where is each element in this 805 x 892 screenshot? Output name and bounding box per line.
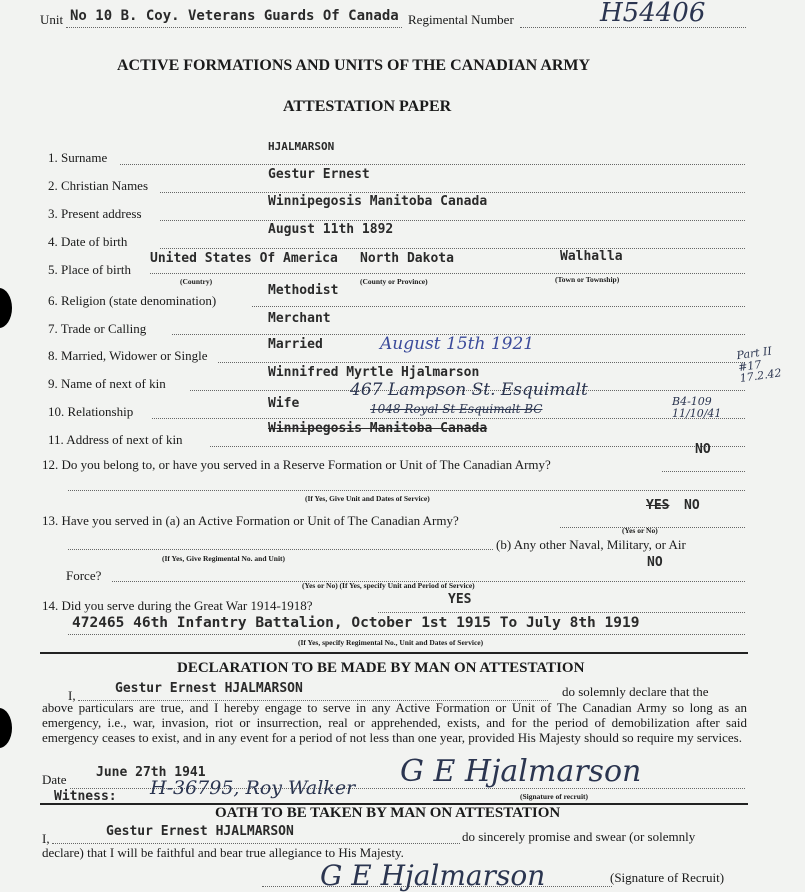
q13-answer-struck: YES: [646, 498, 670, 513]
christian-names-label: 2. Christian Names: [48, 178, 149, 193]
form-title: ACTIVE FORMATIONS AND UNITS OF THE CANADIAN ARMY: [117, 57, 591, 74]
declaration-name: Gestur Ernest HJALMARSON: [115, 681, 303, 696]
declaration-signature-caption: (Signature of recruit): [520, 792, 589, 801]
next-of-kin-value: Winnifred Myrtle Hjalmarson: [268, 365, 480, 380]
present-address-label: 3. Present address: [48, 206, 142, 221]
province-caption: (County or Province): [360, 277, 428, 286]
unit-value: No 10 B. Coy. Veterans Guards Of Canada: [70, 8, 399, 24]
q12-answer: NO: [695, 442, 711, 457]
place-of-birth-country: United States Of America: [150, 251, 338, 266]
q13b-label: (b) Any other Naval, Military, or Air: [496, 537, 686, 552]
place-of-birth-province: North Dakota: [360, 251, 454, 266]
q13-yes-no-caption: (Yes or No): [622, 526, 658, 535]
relationship-value: Wife: [268, 396, 300, 411]
oath-recruit-signature: G E Hjalmarson: [320, 859, 546, 892]
q12-caption: (If Yes, Give Unit and Dates of Service): [305, 494, 430, 503]
declaration-date-label: Date: [42, 772, 67, 787]
surname-value: HJALMARSON: [268, 140, 335, 153]
date-of-birth-value: August 11th 1892: [268, 222, 394, 237]
oath-heading: OATH TO BE TAKEN BY MAN ON ATTESTATION: [215, 805, 561, 821]
q14-caption: (If Yes, specify Regimental No., Unit and Dates of Service): [298, 638, 484, 647]
punch-hole: [0, 708, 12, 748]
form-subtitle: ATTESTATION PAPER: [283, 98, 452, 115]
place-of-birth-label: 5. Place of birth: [48, 262, 132, 277]
town-caption: (Town or Township): [555, 275, 620, 284]
date-of-birth-label: 4. Date of birth: [48, 234, 128, 249]
new-kin-address-handwritten: 467 Lampson St. Esquimalt: [350, 380, 588, 400]
q14-details: 472465 46th Infantry Battalion, October 1st 1915 To July 8th 1919: [72, 615, 640, 631]
present-address-value: Winnipegosis Manitoba Canada: [268, 194, 488, 209]
trade-label: 7. Trade or Calling: [48, 321, 147, 336]
next-of-kin-label: 9. Name of next of kin: [48, 376, 166, 391]
q14-label: 14. Did you serve during the Great War 1914-1918?: [42, 598, 313, 613]
regimental-number-value: H54406: [600, 0, 706, 28]
place-of-birth-town: Walhalla: [560, 249, 623, 264]
religion-label: 6. Religion (state denomination): [48, 293, 217, 308]
oath-name: Gestur Ernest HJALMARSON: [106, 824, 294, 839]
punch-hole: [0, 288, 12, 328]
witness-value: H-36795, Roy Walker: [150, 777, 356, 799]
q13b-force-label: Force?: [66, 568, 102, 583]
declaration-heading: DECLARATION TO BE MADE BY MAN ON ATTESTATION: [177, 660, 585, 676]
oath-body: declare) that I will be faithful and bear true allegiance to His Majesty.: [42, 845, 404, 860]
address-next-of-kin-value: Winnipegosis Manitoba Canada: [268, 421, 488, 436]
married-value: Married: [268, 337, 323, 352]
part-ii-annotation: Part II #17 17.2.42: [735, 344, 783, 386]
declaration-text-end: do solemnly declare that the: [562, 684, 709, 699]
q13-label: 13. Have you served in (a) an Active Formation or Unit of The Canadian Army?: [42, 513, 459, 528]
witness-label: Witness:: [54, 789, 117, 804]
unit-label: Unit: [40, 12, 64, 27]
country-caption: (Country): [180, 277, 213, 286]
oath-i: I,: [42, 831, 50, 846]
b4-annotation: B4-109 11/10/41: [672, 395, 722, 420]
q13-unit-caption: (If Yes, Give Regimental No. and Unit): [162, 554, 286, 563]
recruit-signature: G E Hjalmarson: [400, 754, 642, 789]
q13-answer: NO: [684, 498, 700, 513]
declaration-body: above particulars are true, and I hereby engage to serve in any Active Formation or Unit of The Canadian Army so long as an emergency, i.e., war, invasion, riot or insurrection, real or apprehended, exists, and for the period of demobilization after said emergency ceases to exist, and in any event for a period of not less than one year, provided His Majesty should so require my services.: [42, 700, 747, 745]
surname-label: 1. Surname: [48, 150, 108, 165]
address-next-of-kin-label: 11. Address of next of kin: [48, 432, 183, 447]
q13b-caption: (Yes or No) (If Yes, specify Unit and Period of Service): [302, 581, 475, 590]
q12-label: 12. Do you belong to, or have you served in a Reserve Formation or Unit of The Canadian Army?: [42, 457, 551, 472]
oath-signature-caption: (Signature of Recruit): [610, 870, 725, 885]
marriage-date-handwritten: August 15th 1921: [380, 334, 535, 354]
declaration-date-value: June 27th 1941: [96, 765, 206, 780]
declaration-i: I,: [68, 688, 76, 703]
struck-kin-address: 1048 Royal St Esquimalt BC: [370, 402, 543, 416]
regimental-number-label: Regimental Number: [408, 12, 514, 27]
trade-value: Merchant: [268, 311, 331, 326]
religion-value: Methodist: [268, 283, 339, 298]
q13b-answer: NO: [647, 555, 663, 570]
relationship-label: 10. Relationship: [48, 404, 134, 419]
q14-answer: YES: [448, 592, 472, 607]
christian-names-value: Gestur Ernest: [268, 167, 370, 182]
oath-text-end: do sincerely promise and swear (or solemnly: [462, 829, 696, 844]
married-label: 8. Married, Widower or Single: [48, 348, 208, 363]
